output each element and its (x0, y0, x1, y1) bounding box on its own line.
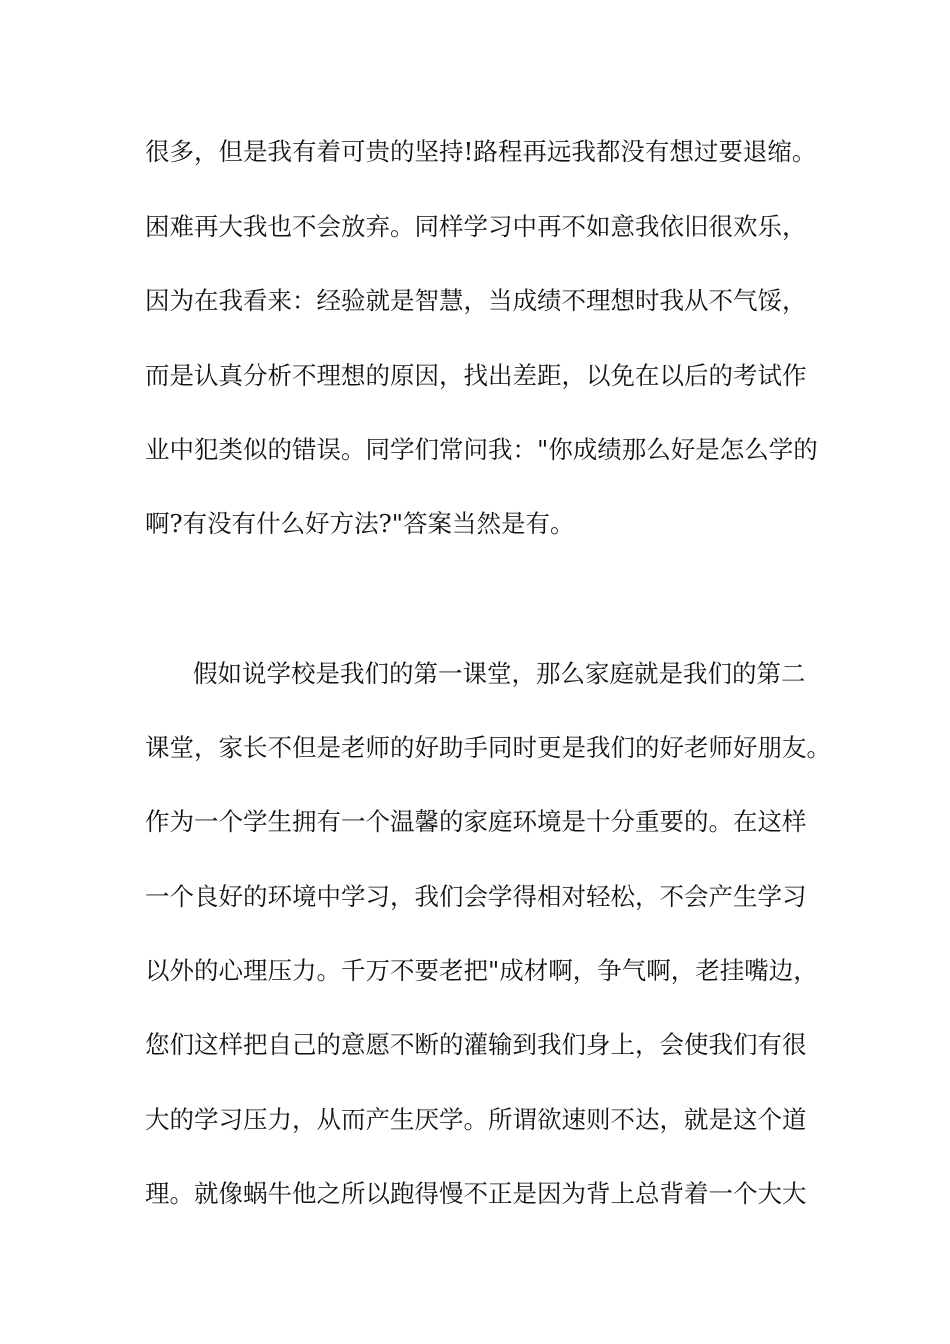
paragraph-line: 很多，但是我有着可贵的坚持!路程再远我都没有想过要退缩。 (145, 137, 817, 166)
paragraph-line: 您们这样把自己的意愿不断的灌输到我们身上，会使我们有很 (145, 1030, 807, 1059)
paragraph-line: 业中犯类似的错误。同学们常问我："你成绩那么好是怎么学的 (145, 435, 818, 464)
paragraph-line: 大的学习压力，从而产生厌学。所谓欲速则不达，就是这个道 (145, 1105, 807, 1134)
paragraph-line: 理。就像蜗牛他之所以跑得慢不正是因为背上总背着一个大大 (145, 1179, 807, 1208)
paragraph-line: 啊?有没有什么好方法?"答案当然是有。 (145, 509, 575, 538)
paragraph-line: 而是认真分析不理想的原因，找出差距，以免在以后的考试作 (145, 361, 807, 390)
paragraph-line: 作为一个学生拥有一个温馨的家庭环境是十分重要的。在这样 (145, 807, 807, 836)
paragraph-line: 困难再大我也不会放弃。同样学习中再不如意我依旧很欢乐， (145, 212, 807, 241)
paragraph-line: 假如说学校是我们的第一课堂，那么家庭就是我们的第二 (193, 659, 806, 688)
paragraph-line: 因为在我看来：经验就是智慧，当成绩不理想时我从不气馁， (145, 286, 807, 315)
paragraph-line: 以外的心理压力。千万不要老把"成材啊，争气啊，老挂嘴边， (145, 956, 818, 985)
paragraph-line: 一个良好的环境中学习，我们会学得相对轻松，不会产生学习 (145, 882, 807, 911)
paragraph-line: 课堂，家长不但是老师的好助手同时更是我们的好老师好朋友。 (145, 733, 831, 762)
